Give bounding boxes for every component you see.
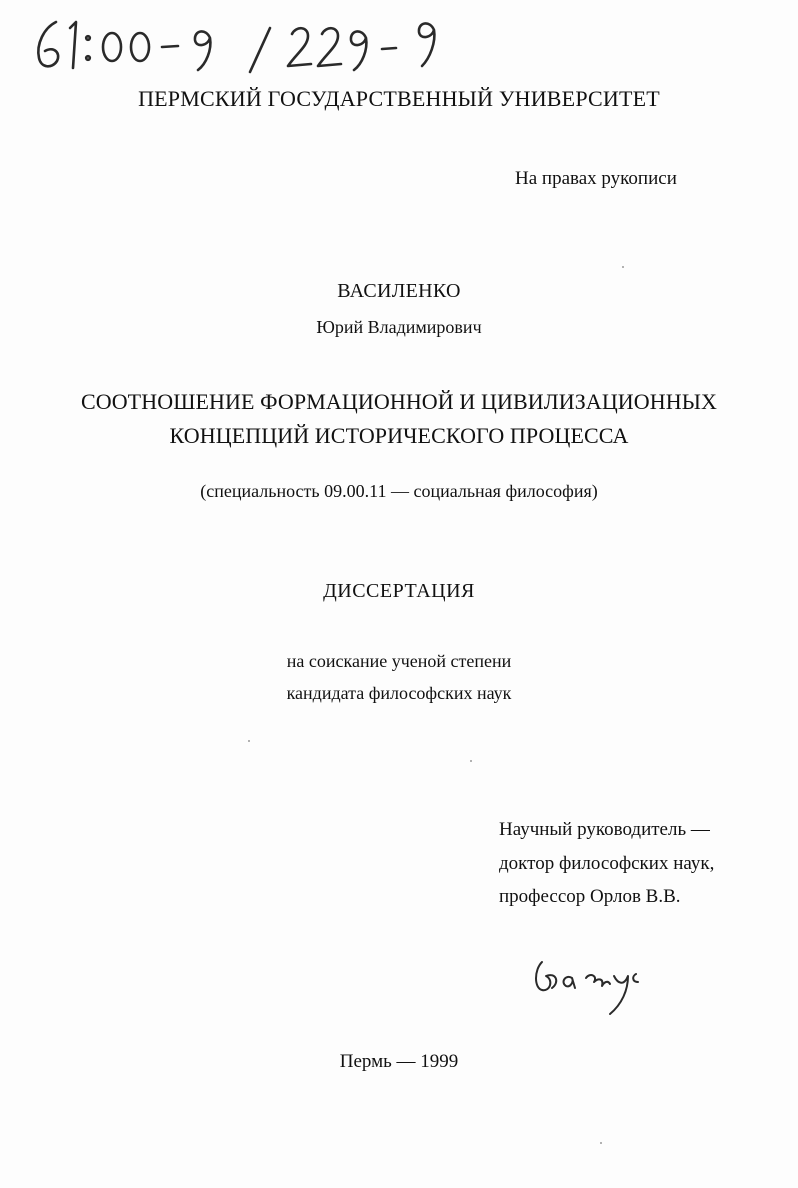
author-given-name: Юрий Владимирович bbox=[316, 317, 482, 337]
degree-line-2: кандидата философских наук bbox=[286, 683, 512, 703]
specialty-line: (специальность 09.00.11 — социальная философия) bbox=[200, 481, 598, 501]
advisor-degree: доктор философских наук, bbox=[499, 853, 715, 874]
dissertation-title-line-2: КОНЦЕПЦИЙ ИСТОРИЧЕСКОГО ПРОЦЕССА bbox=[169, 423, 629, 448]
paper-speck bbox=[470, 760, 472, 762]
handwritten-archive-number bbox=[30, 14, 470, 76]
university-name: ПЕРМСКИЙ ГОСУДАРСТВЕННЫЙ УНИВЕРСИТЕТ bbox=[138, 86, 660, 111]
dissertation-title-line-1: СООТНОШЕНИЕ ФОРМАЦИОННОЙ И ЦИВИЛИЗАЦИОННЫХ bbox=[80, 389, 718, 414]
author-surname: ВАСИЛЕНКО bbox=[337, 280, 461, 302]
advisor-role: Научный руководитель — bbox=[499, 819, 710, 840]
document-type: ДИССЕРТАЦИЯ bbox=[323, 580, 475, 602]
handwritten-signature bbox=[528, 948, 648, 1018]
manuscript-rights-note: На правах рукописи bbox=[515, 168, 677, 189]
paper-speck bbox=[248, 740, 250, 742]
signature-drawing bbox=[528, 948, 648, 1018]
paper-speck bbox=[600, 1142, 602, 1144]
paper-speck bbox=[622, 266, 624, 268]
degree-line-1: на соискание ученой степени bbox=[286, 651, 512, 671]
place-and-year: Пермь — 1999 bbox=[339, 1051, 459, 1072]
handwritten-archive-number-drawing bbox=[30, 14, 470, 76]
advisor-name: профессор Орлов В.В. bbox=[499, 886, 681, 907]
